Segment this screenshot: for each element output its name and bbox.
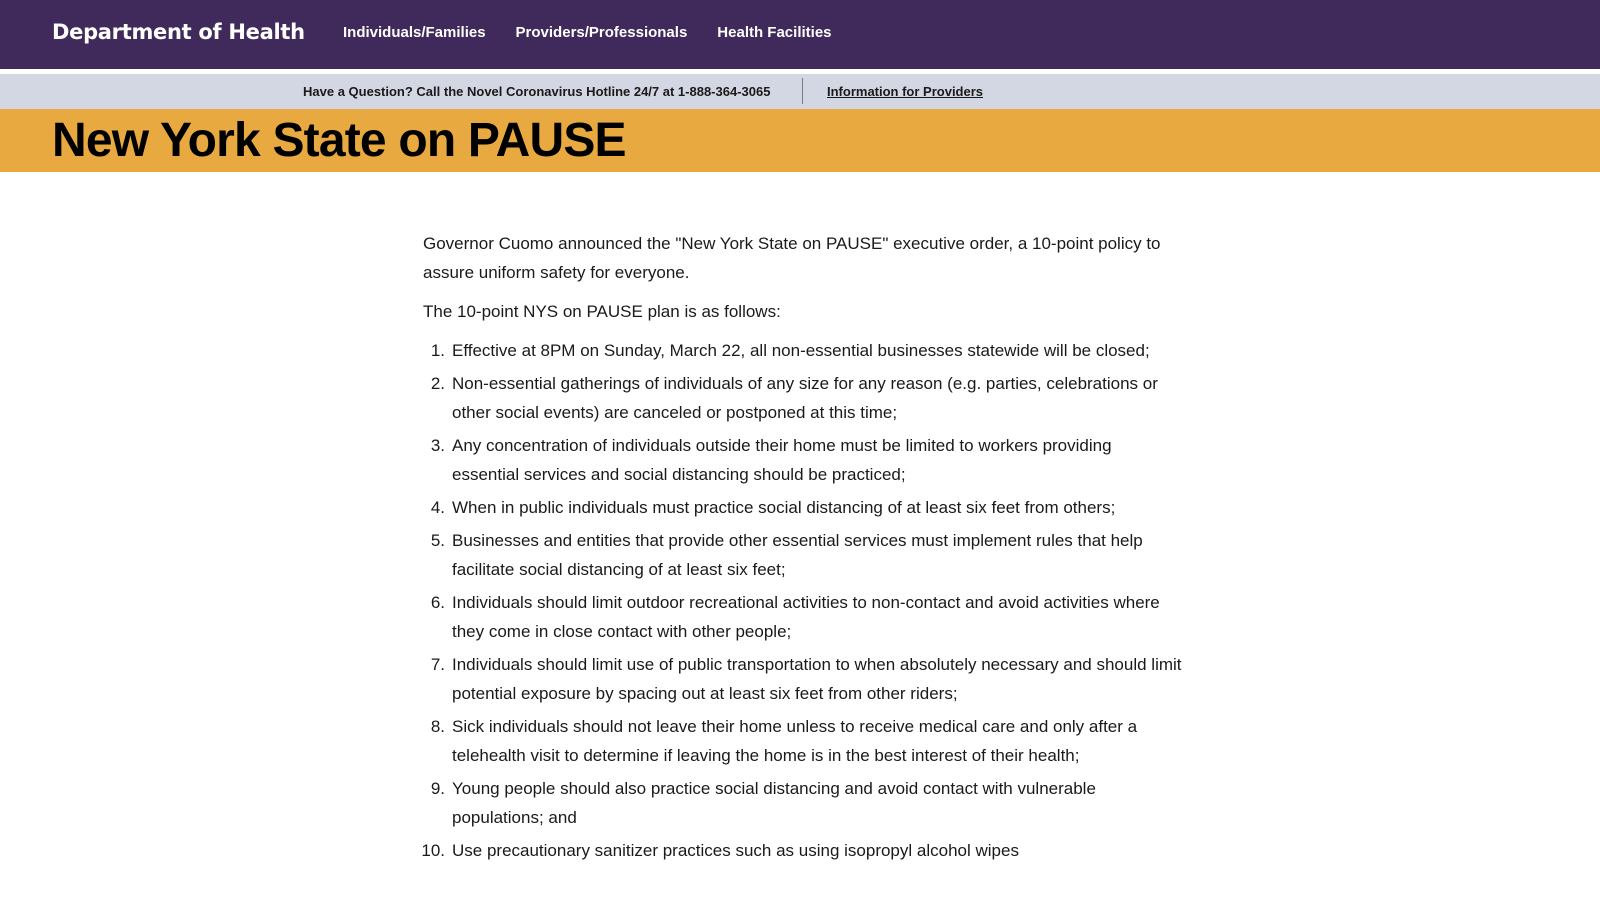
list-item-text: Businesses and entities that provide other essential services must implement rules that help facilitate social distancing of at least six feet; — [452, 531, 1143, 579]
list-item — [423, 493, 1183, 522]
list-item-text: Use precautionary sanitizer practices such as using isopropyl alcohol wipes — [452, 841, 1019, 860]
alert-bar — [0, 74, 1600, 109]
list-item-number: 1. — [430, 341, 445, 360]
main-nav — [343, 24, 862, 41]
intro-paragraph: Governor Cuomo announced the "New York State on PAUSE" executive order, a 10-point policy to assure uniform safety for everyone. — [423, 234, 1161, 282]
list-item — [423, 369, 1183, 427]
nav-individuals-families[interactable]: Individuals/Families — [343, 24, 486, 41]
list-item-text: Sick individuals should not leave their home unless to receive medical care and only after a telehealth visit to determine if leaving the home is in the best interest of their health; — [452, 717, 1138, 765]
lead-paragraph: The 10-point NYS on PAUSE plan is as follows: — [423, 302, 781, 321]
nav-providers-professionals[interactable]: Providers/Professionals — [515, 24, 688, 41]
title-banner — [0, 109, 1600, 172]
site-brand[interactable]: Department of Health — [52, 20, 305, 44]
list-item-number: 4. — [430, 498, 445, 517]
providers-info-link[interactable]: Information for Providers — [827, 84, 984, 99]
list-item-text: Effective at 8PM on Sunday, March 22, all non-essential businesses statewide will be closed; — [452, 341, 1150, 360]
list-item — [423, 336, 1183, 365]
list-item-number: 2. — [430, 374, 445, 393]
list-item — [423, 836, 1183, 865]
list-item-number: 8. — [430, 717, 445, 736]
list-item-text: Young people should also practice social distancing and avoid contact with vulnerable populations; and — [452, 779, 1096, 827]
list-item-text: When in public individuals must practice social distancing of at least six feet from others; — [452, 498, 1116, 517]
list-item-number: 5. — [430, 531, 445, 550]
list-item — [423, 431, 1183, 489]
list-item-text: Any concentration of individuals outside their home must be limited to workers providing essential services and social distancing should be practiced; — [452, 436, 1112, 484]
list-item-number: 10. — [421, 841, 445, 860]
hotline-text: Have a Question? Call the Novel Coronavirus Hotline 24/7 at 1-888-364-3065 — [303, 84, 771, 99]
list-item — [423, 774, 1183, 832]
main-content — [423, 229, 1183, 869]
list-item — [423, 526, 1183, 584]
site-header — [0, 0, 1600, 69]
nav-health-facilities[interactable]: Health Facilities — [717, 24, 832, 41]
list-item — [423, 712, 1183, 770]
list-item — [423, 650, 1183, 708]
list-item-text: Individuals should limit use of public transportation to when absolutely necessary and should limit potential exposure by spacing out at least six feet from other riders; — [452, 655, 1182, 703]
list-item-text: Individuals should limit outdoor recreational activities to non-contact and avoid activities where they come in close contact with other people; — [452, 593, 1160, 641]
pause-plan-list — [423, 336, 1183, 865]
list-item-number: 9. — [430, 779, 445, 798]
list-item-number: 7. — [430, 655, 445, 674]
list-item-number: 3. — [430, 436, 445, 455]
list-item — [423, 588, 1183, 646]
page-title: New York State on PAUSE — [52, 114, 626, 167]
alert-divider — [802, 78, 803, 104]
list-item-text: Non-essential gatherings of individuals of any size for any reason (e.g. parties, celebrations or other social events) are canceled or postponed at this time; — [452, 374, 1158, 422]
list-item-number: 6. — [430, 593, 445, 612]
